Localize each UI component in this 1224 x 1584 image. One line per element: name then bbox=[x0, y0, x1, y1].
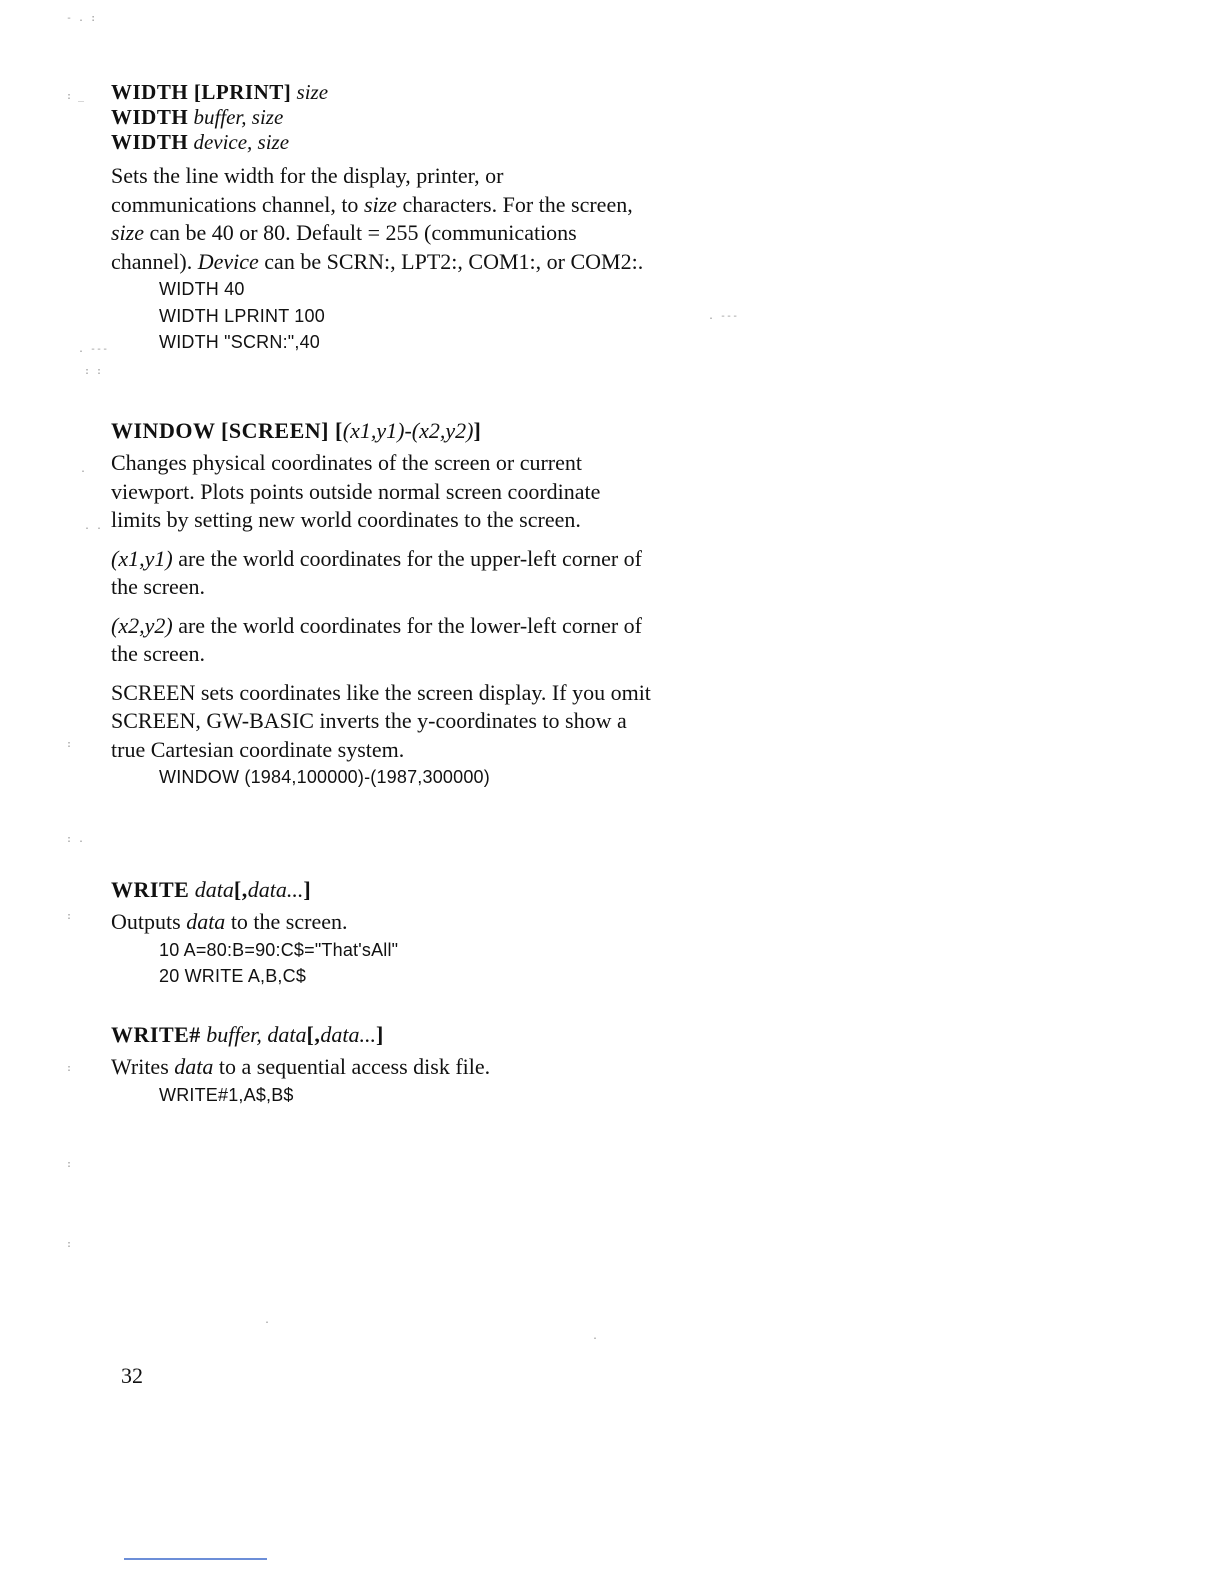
code-example: WIDTH "SCRN:",40 bbox=[159, 332, 320, 352]
entry-width bbox=[111, 80, 651, 356]
syntax-line bbox=[111, 130, 651, 155]
argument: size bbox=[296, 80, 329, 104]
keyword: WIDTH bbox=[111, 130, 189, 154]
argument: (x1,y1)-(x2,y2) bbox=[342, 418, 474, 443]
syntax-line: WRITE# buffer, data[,data...] bbox=[111, 1022, 384, 1047]
syntax-line bbox=[111, 105, 651, 130]
syntax-line: WRITE data[,data...] bbox=[111, 877, 312, 902]
code-example: 10 A=80:B=90:C$="That'sAll" bbox=[159, 939, 399, 960]
argument: buffer, data bbox=[206, 1022, 307, 1047]
keyword: WIDTH [LPRINT] bbox=[111, 80, 292, 104]
keyword: WRITE bbox=[111, 877, 190, 902]
page-number: 32 bbox=[121, 1363, 143, 1388]
description: Changes physical coordinates of the screen or current viewport. Plots points outside normal screen coordinate limits by setting new world coordinates to the screen. bbox=[111, 450, 601, 532]
description: (x1,y1) are the world coordinates for the upper-left corner of the screen. bbox=[111, 545, 642, 599]
description: Writes data to a sequential access disk file. bbox=[111, 1054, 491, 1079]
footer-rule bbox=[124, 1558, 267, 1560]
argument: device, size bbox=[193, 130, 290, 154]
code-example: 20 WRITE A,B,C$ bbox=[159, 966, 307, 986]
syntax-block bbox=[111, 80, 651, 155]
description: Sets the line width for the display, printer, or communications channel, to size characters. For the screen, size can be 40 or 80. Default = 255 (communications channel). Device can be SCRN:, LPT2:, COM1:, or COM2:. bbox=[111, 163, 644, 274]
code-example: WIDTH 40 bbox=[159, 279, 245, 299]
code-example: WINDOW (1984,100000)-(1987,300000) bbox=[159, 767, 490, 787]
syntax-line bbox=[111, 80, 651, 105]
description: SCREEN sets coordinates like the screen display. If you omit SCREEN, GW-BASIC inverts the y-coordinates to show a true Cartesian coordinate system. bbox=[111, 679, 651, 762]
argument: data bbox=[194, 877, 234, 902]
code-example: WRITE#1,A$,B$ bbox=[159, 1084, 294, 1105]
syntax-line: WINDOW [SCREEN] [(x1,y1)-(x2,y2)] bbox=[111, 418, 482, 443]
entry-write bbox=[111, 877, 651, 990]
code-example: WIDTH LPRINT 100 bbox=[159, 305, 325, 326]
keyword: WRITE# bbox=[111, 1022, 201, 1047]
entry-write-hash bbox=[111, 1022, 651, 1108]
argument: buffer, size bbox=[193, 105, 284, 129]
description: Outputs data to the screen. bbox=[111, 909, 348, 934]
keyword: WIDTH bbox=[111, 105, 189, 129]
keyword: WINDOW [SCREEN] [ bbox=[111, 418, 343, 443]
description: (x2,y2) are the world coordinates for the lower-left corner of the screen. bbox=[111, 612, 642, 666]
entry-window bbox=[111, 418, 651, 791]
